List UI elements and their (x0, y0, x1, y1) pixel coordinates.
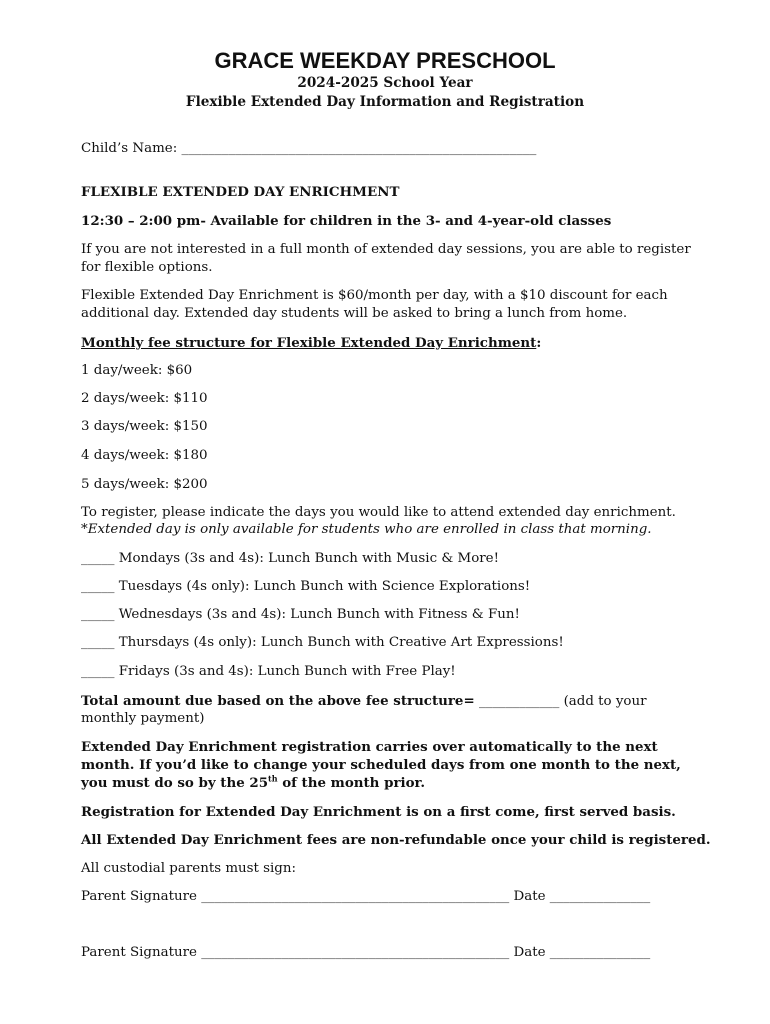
day-blank[interactable]: _____ (81, 664, 115, 679)
parent-signature-field[interactable]: ______________________________________________ (201, 889, 510, 904)
fee-structure-heading-text: Monthly fee structure for Flexible Extended Day Enrichment (81, 335, 537, 351)
day-option-label: Thursdays (4s only): Lunch Bunch with Creative Art Expressions! (118, 635, 564, 650)
fee-item: 3 days/week: $150 (81, 419, 208, 434)
day-blank[interactable]: _____ (81, 551, 115, 566)
document-subtitle: Flexible Extended Day Information and Registration (185, 94, 585, 110)
cost-text-line-1: Flexible Extended Day Enrichment is $60/month per day, with a $10 discount for each (81, 288, 668, 303)
day-option-label: Mondays (3s and 4s): Lunch Bunch with Music & More! (118, 551, 499, 566)
total-field[interactable]: ____________ (478, 694, 560, 709)
child-name-row (81, 140, 536, 158)
intro-text-line-1: If you are not interested in a full month of extended day sessions, you are able to register (81, 242, 691, 257)
non-refundable-notice: All Extended Day Enrichment fees are non-refundable once your child is registered. (81, 832, 711, 848)
day-blank[interactable]: _____ (81, 635, 115, 650)
day-option (81, 550, 499, 568)
fee-item: 1 day/week: $60 (81, 363, 193, 378)
child-name-label: Child’s Name: (81, 141, 178, 156)
date-label: Date (513, 945, 546, 960)
day-option (81, 634, 564, 652)
day-option-label: Fridays (3s and 4s): Lunch Bunch with Free Play! (118, 664, 456, 679)
day-option (81, 606, 520, 624)
register-instruction: To register, please indicate the days you would like to attend extended day enrichment. (81, 505, 676, 520)
program-time: 12:30 – 2:00 pm- Available for children in the 3- and 4-year-old classes (81, 213, 612, 229)
program-heading: FLEXIBLE EXTENDED DAY ENRICHMENT (81, 184, 400, 200)
date-label: Date (513, 889, 546, 904)
parent-signature-field[interactable]: ______________________________________________ (201, 945, 510, 960)
child-name-field[interactable]: _____________________________________________________ (181, 141, 537, 156)
intro-text-line-2: for flexible options. (81, 260, 213, 275)
first-come-notice: Registration for Extended Day Enrichment is on a first come, first served basis. (81, 804, 676, 820)
policy-line-3: you must do so by the 25th of the month prior. (81, 773, 426, 791)
fee-item: 2 days/week: $110 (81, 391, 208, 406)
day-option-label: Wednesdays (3s and 4s): Lunch Bunch with Fitness & Fun! (118, 607, 520, 622)
signature-row-2 (81, 944, 650, 962)
day-option-label: Tuesdays (4s only): Lunch Bunch with Science Explorations! (118, 579, 531, 594)
signature-intro: All custodial parents must sign: (81, 861, 297, 876)
total-note: (add to your (563, 694, 647, 709)
enrollment-note: *Extended day is only available for students who are enrolled in class that morning. (81, 522, 652, 537)
day-blank[interactable]: _____ (81, 579, 115, 594)
total-note-line-2: monthly payment) (81, 711, 205, 726)
day-option (81, 663, 456, 681)
day-option (81, 578, 530, 596)
total-row (81, 692, 647, 711)
school-year: 2024-2025 School Year (297, 75, 473, 91)
parent-signature-label: Parent Signature (81, 945, 197, 960)
school-title: GRACE WEEKDAY PRESCHOOL (214, 48, 556, 73)
fee-structure-heading: Monthly fee structure for Flexible Extended Day Enrichment: (81, 335, 542, 351)
total-label: Total amount due based on the above fee structure= (81, 693, 475, 709)
fee-item: 4 days/week: $180 (81, 448, 208, 463)
date-field[interactable]: _______________ (549, 889, 651, 904)
signature-row-1 (81, 888, 650, 906)
day-blank[interactable]: _____ (81, 607, 115, 622)
date-field[interactable]: _______________ (549, 945, 651, 960)
fee-item: 5 days/week: $200 (81, 477, 208, 492)
policy-line-2: month. If you’d like to change your scheduled days from one month to the next, (81, 757, 681, 773)
cost-text-line-2: additional day. Extended day students will be asked to bring a lunch from home. (81, 306, 628, 321)
parent-signature-label: Parent Signature (81, 889, 197, 904)
policy-line-1: Extended Day Enrichment registration carries over automatically to the next (81, 739, 658, 755)
